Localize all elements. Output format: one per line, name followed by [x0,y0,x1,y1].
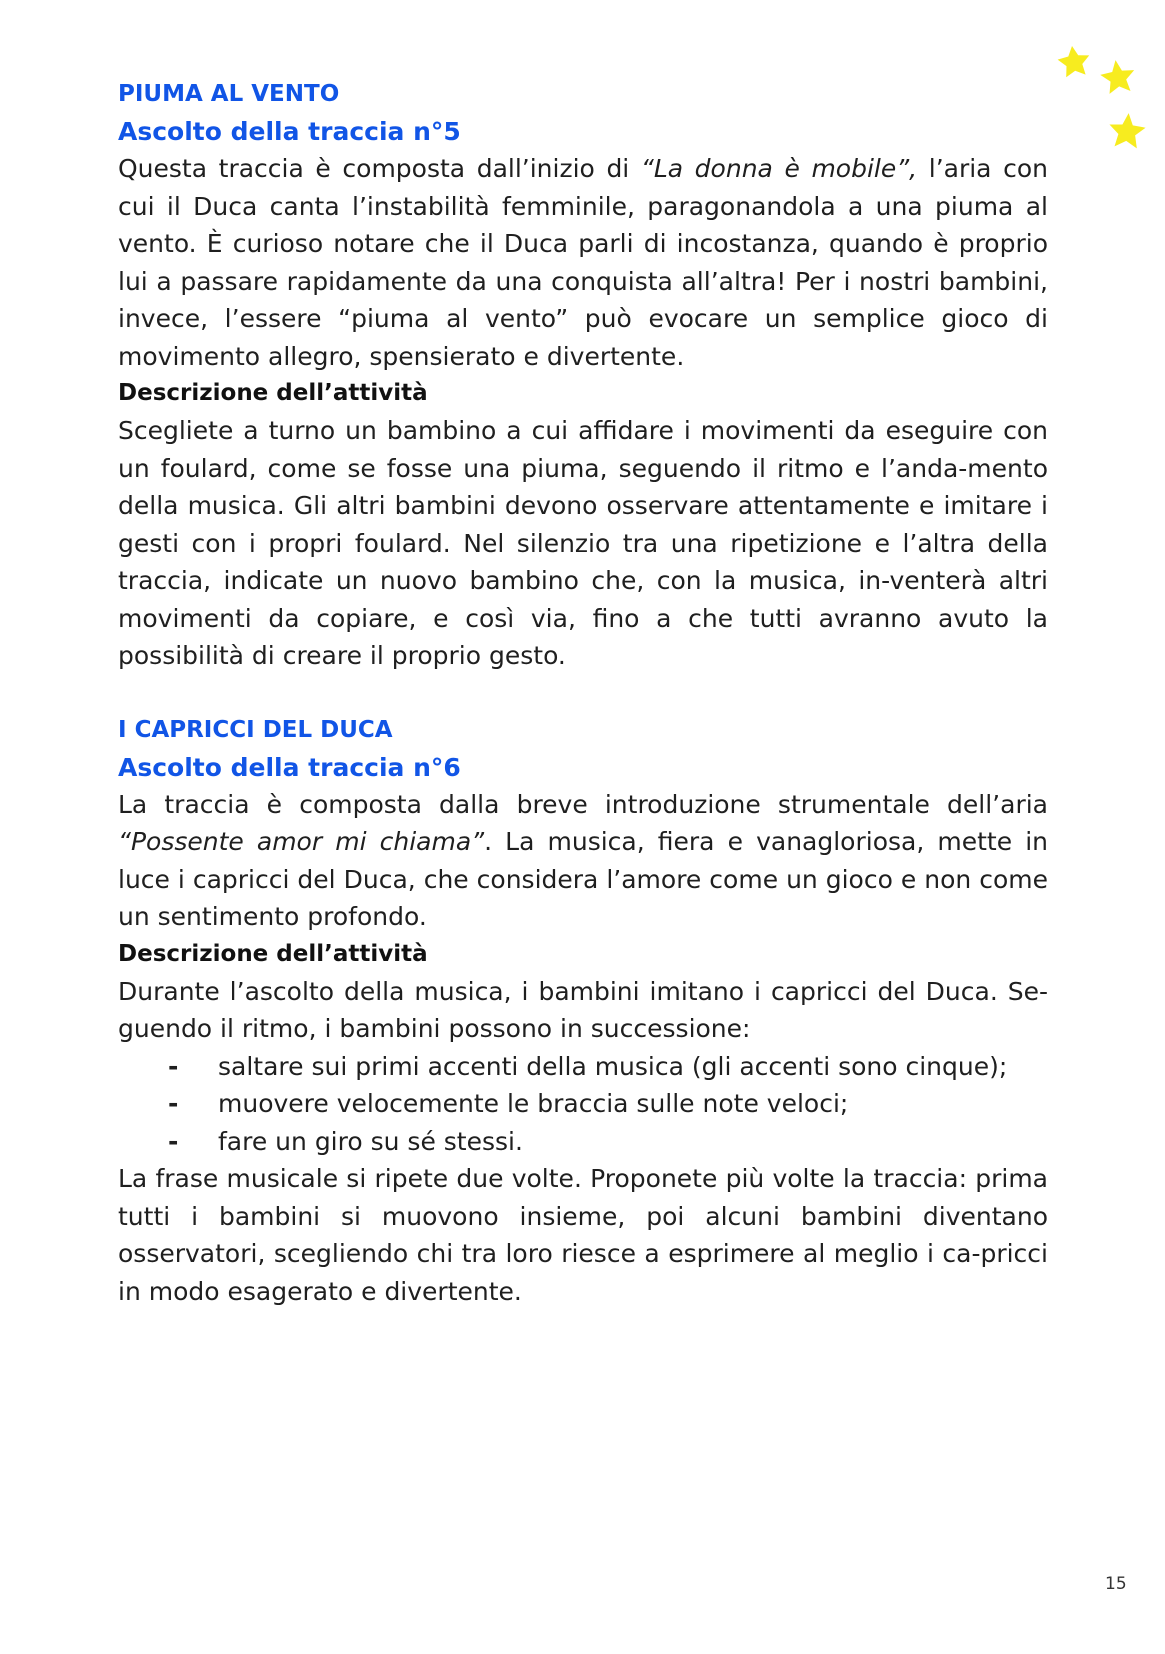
list-item: - fare un giro su sé stessi. [168,1126,523,1156]
activity-paragraph: Scegliete a turno un bambino a cui affidare i movimenti da eseguire con un foulard, come se fosse una piuma, seguendo il ritmo e l’anda-mento della musica. Gli altri bambini devono osservare attentamente e imitare i gesti con i propri foulard. Nel silenzio tra una ripetizione e l’altra della traccia, indicate un nuovo bambino che, con la musica, in-venterà altri movimenti da copiare, e così via, fino a che tutti avranno avuto la possibilità di creare il proprio gesto. [118,416,1048,670]
list-item: - muovere velocemente le braccia sulle note veloci; [168,1089,849,1118]
section-title: PIUMA AL VENTO [118,81,340,107]
star-icon [1108,111,1147,148]
section-capricci-del-duca [118,712,1048,1311]
aria-title: “La donna è mobile”, [640,154,918,183]
intro-paragraph: La traccia è composta dalla breve introduzione strumentale dell’aria “Possente amor mi chiama”. La musica, fiera e vanagloriosa, mette in luce i capricci del Duca, che considera l’amore come un gioco e non come un sentimento profondo. [118,789,1048,931]
closing-paragraph: La frase musicale si ripete due volte. Proponete più volte la traccia: prima tutti i bambini si muovono insieme, poi alcuni bambini diventano osservatori, scegliendo chi tra loro riesce a esprimere al meglio i ca-pricci in modo esagerato e divertente. [118,1164,1048,1306]
intro-paragraph: Questa traccia è composta dall’inizio di “La donna è mobile”, l’aria con cui il Duca canta l’instabilità femminile, paragonandola a una piuma al vento. È curioso notare che il Duca parli di incostanza, quando è proprio lui a passare rapidamente da una conquista all’altra! Per i nostri bambini, invece, l’essere “piuma al vento” può evocare un semplice gioco di movimento allegro, spensierato e divertente. [118,154,1048,371]
aria-title: “Possente amor mi chiama” [118,827,485,856]
section-subtitle: Ascolto della traccia n°5 [118,117,461,146]
star-icon [1099,58,1137,95]
activity-label: Descrizione dell’attività [118,940,428,967]
page-number: 15 [1105,1574,1127,1594]
activity-intro: Durante l’ascolto della musica, i bambini imitano i capricci del Duca. Se-guendo il ritmo, i bambini possono in successione: [118,976,1048,1043]
list-item: - saltare sui primi accenti della musica (gli accenti sono cinque); [168,1051,1008,1081]
section-piuma-al-vento [118,76,1048,675]
page-content [118,76,1048,1310]
section-title: I CAPRICCI DEL DUCA [118,716,393,743]
stars-decoration [1050,20,1160,170]
activity-label: Descrizione dell’attività [118,380,428,406]
activity-list [118,1048,1048,1161]
star-icon [1058,46,1090,77]
section-subtitle: Ascolto della traccia n°6 [118,752,461,782]
